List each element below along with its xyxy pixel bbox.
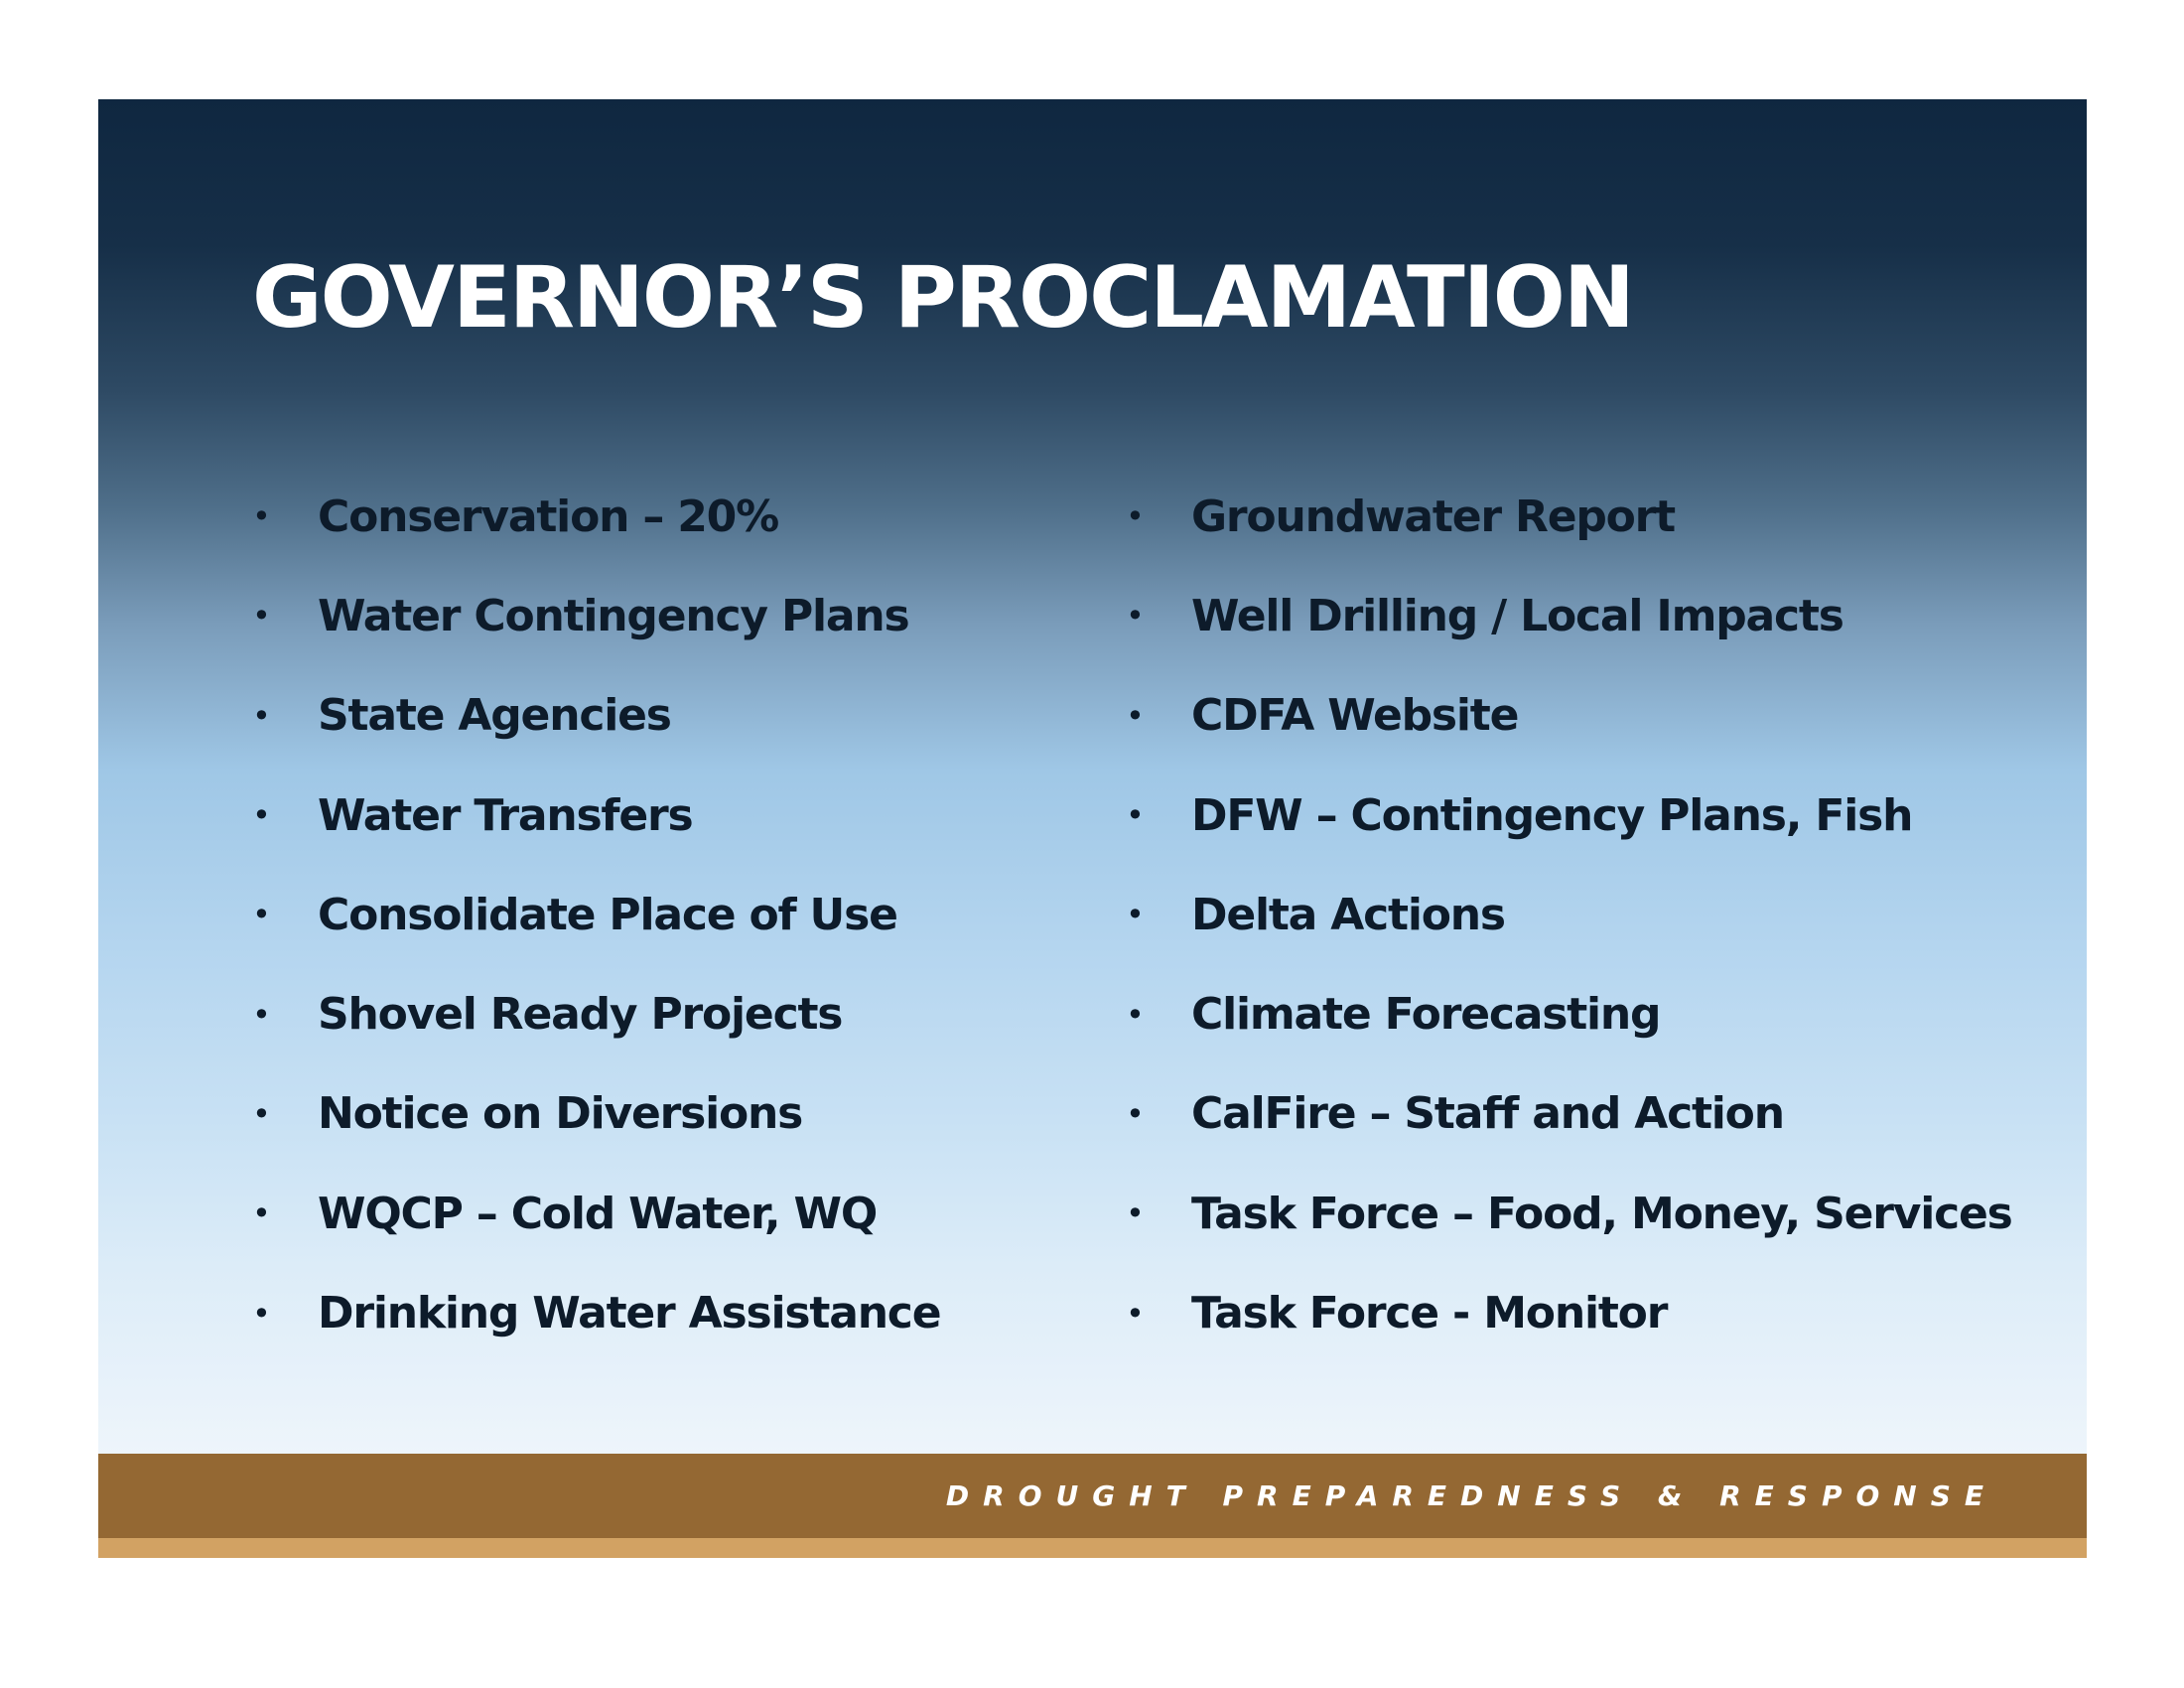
bullet-icon: •	[1126, 995, 1145, 1034]
bullet-icon: •	[252, 995, 271, 1034]
bullet-icon: •	[252, 896, 271, 934]
list-item	[252, 964, 1086, 1063]
list-item	[252, 766, 1086, 865]
footer-text: DROUGHT PREPAREDNESS & RESPONSE	[945, 1479, 1997, 1512]
list-item	[252, 1164, 1086, 1263]
list-item-label: Task Force – Food, Money, Services	[1191, 1188, 2012, 1239]
bullet-icon: •	[252, 696, 271, 735]
list-item	[252, 1263, 1086, 1362]
bullet-icon: •	[252, 1094, 271, 1133]
slide	[98, 99, 2087, 1558]
bullet-icon: •	[252, 1195, 271, 1233]
list-item-label: CDFA Website	[1191, 690, 1519, 742]
list-item	[1126, 467, 2059, 566]
list-item	[1126, 1064, 2059, 1164]
bullet-icon: •	[252, 497, 271, 536]
bullet-icon: •	[1126, 796, 1145, 835]
list-item	[252, 1064, 1086, 1164]
list-item-label: Water Transfers	[318, 789, 693, 841]
list-item	[252, 865, 1086, 964]
bullet-icon: •	[252, 1294, 271, 1333]
list-item-label: Task Force - Monitor	[1191, 1288, 1668, 1339]
slide-title: GOVERNOR’S PROCLAMATION	[252, 248, 1633, 348]
list-item	[1126, 766, 2059, 865]
bullet-icon: •	[1126, 597, 1145, 635]
bullet-icon: •	[1126, 896, 1145, 934]
list-item	[252, 566, 1086, 665]
bullet-icon: •	[1126, 1195, 1145, 1233]
list-item	[1126, 666, 2059, 766]
list-item-label: WQCP – Cold Water, WQ	[318, 1188, 878, 1239]
bullet-icon: •	[1126, 1294, 1145, 1333]
list-item	[1126, 964, 2059, 1063]
bullet-icon: •	[252, 796, 271, 835]
list-item-label: DFW – Contingency Plans, Fish	[1191, 789, 1913, 841]
list-item	[1126, 1263, 2059, 1362]
list-item-label: Consolidate Place of Use	[318, 889, 897, 940]
list-item-label: Notice on Diversions	[318, 1088, 803, 1140]
list-item	[252, 467, 1086, 566]
footer-stripe	[98, 1538, 2087, 1558]
list-item-label: Groundwater Report	[1191, 491, 1675, 542]
list-item-label: State Agencies	[318, 690, 671, 742]
list-item	[252, 666, 1086, 766]
list-item	[1126, 1164, 2059, 1263]
list-item-label: Well Drilling / Local Impacts	[1191, 590, 1843, 641]
right-bullet-list	[1126, 467, 2059, 1363]
bullet-icon: •	[1126, 497, 1145, 536]
bullet-icon: •	[1126, 1094, 1145, 1133]
list-item	[1126, 865, 2059, 964]
bullet-icon: •	[252, 597, 271, 635]
list-item-label: Climate Forecasting	[1191, 989, 1661, 1041]
list-item-label: Water Contingency Plans	[318, 590, 909, 641]
left-bullet-list	[252, 467, 1086, 1363]
bullet-icon: •	[1126, 696, 1145, 735]
list-item-label: CalFire – Staff and Action	[1191, 1088, 1784, 1140]
list-item-label: Shovel Ready Projects	[318, 989, 843, 1041]
list-item	[1126, 566, 2059, 665]
list-item-label: Conservation – 20%	[318, 491, 778, 542]
list-item-label: Drinking Water Assistance	[318, 1288, 941, 1339]
list-item-label: Delta Actions	[1191, 889, 1505, 940]
footer-band	[98, 1454, 2087, 1538]
